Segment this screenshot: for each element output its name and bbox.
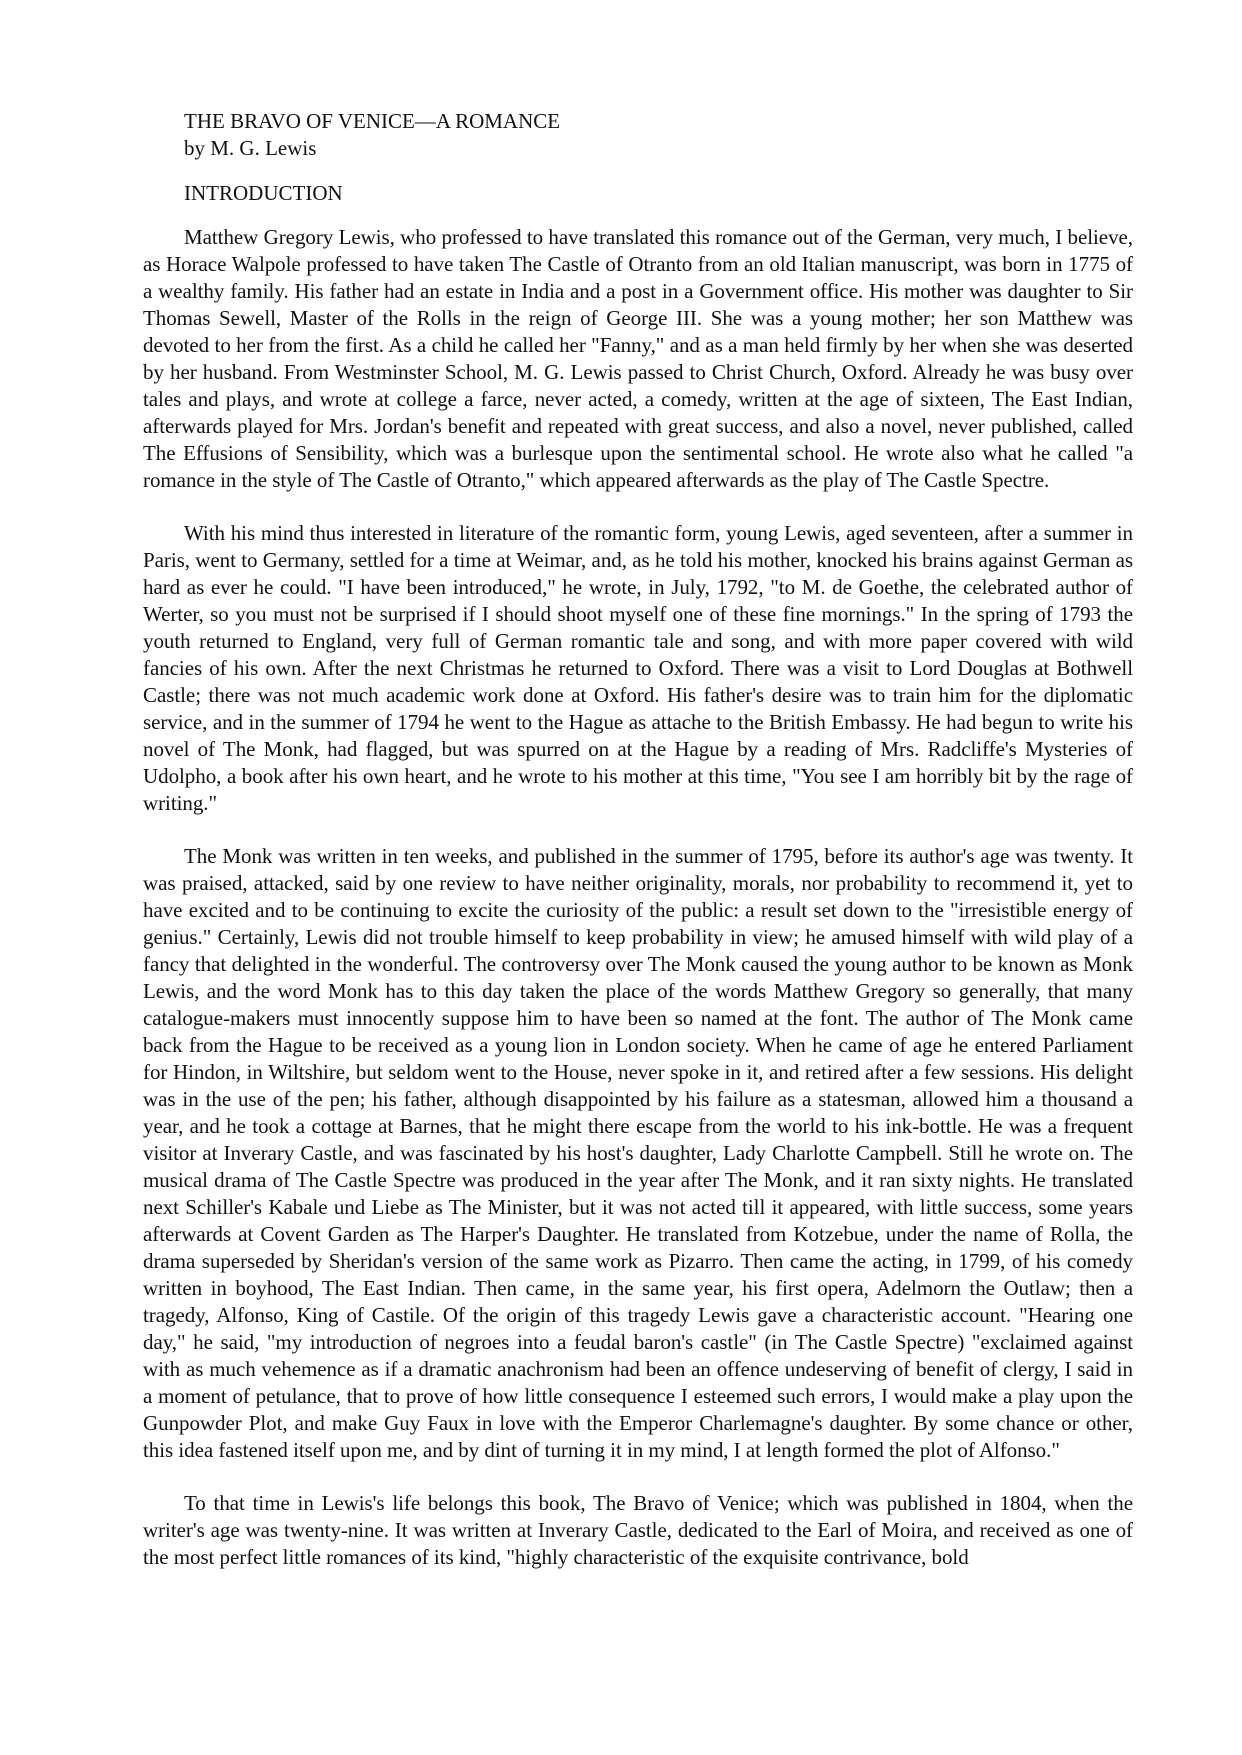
- body-paragraph: Matthew Gregory Lewis, who professed to have translated this romance out of the German, very much, I believe, as Horace Walpole professed to have taken The Castle of Otranto from an old Italian manuscript, was born in 1775 of a wealthy family. His father had an estate in India and a post in a Government office. His mother was daughter to Sir Thomas Sewell, Master of the Rolls in the reign of George III. She was a young mother; her son Matthew was devoted to her from the first. As a child he called her "Fanny," and as a man held firmly by her when she was deserted by her husband. From Westminster School, M. G. Lewis passed to Christ Church, Oxford. Already he was busy over tales and plays, and wrote at college a farce, never acted, a comedy, written at the age of sixteen, The East Indian, afterwards played for Mrs. Jordan's benefit and repeated with great success, and also a novel, never published, called The Effusions of Sensibility, which was a burlesque upon the sentimental school. He wrote also what he called "a romance in the style of The Castle of Otranto," which appeared afterwards as the play of The Castle Spectre.: [143, 225, 1133, 492]
- body-paragraph: To that time in Lewis's life belongs this book, The Bravo of Venice; which was published in 1804, when the writer's age was twenty-nine. It was written at Inverary Castle, dedicated to the Earl of Moira, and received as one of the most perfect little romances of its kind, "highly characteristic of the exquisite contrivance, bold: [143, 1491, 1133, 1569]
- author-line: by M. G. Lewis: [184, 136, 317, 160]
- body-paragraph: With his mind thus interested in literature of the romantic form, young Lewis, aged seventeen, after a summer in Paris, went to Germany, settled for a time at Weimar, and, as he told his mother, knocked his brains against German as hard as ever he could. "I have been introduced," he wrote, in July, 1792, "to M. de Goethe, the celebrated author of Werter, so you must not be surprised if I should shoot myself one of these fine mornings." In the spring of 1793 the youth returned to England, very full of German romantic tale and song, and with more paper covered with wild fancies of his own. After the next Christmas he returned to Oxford. There was a visit to Lord Douglas at Bothwell Castle; there was not much academic work done at Oxford. His father's desire was to train him for the diplomatic service, and in the summer of 1794 he went to the Hague as attache to the British Embassy. He had begun to write his novel of The Monk, had flagged, but was spurred on at the Hague by a reading of Mrs. Radcliffe's Mysteries of Udolpho, a book after his own heart, and he wrote to his mother at this time, "You see I am horribly bit by the rage of writing.": [143, 521, 1133, 815]
- document-title: THE BRAVO OF VENICE—A ROMANCE: [184, 109, 561, 133]
- section-heading: INTRODUCTION: [184, 181, 343, 205]
- document-page: [143, 108, 1133, 1571]
- body-paragraph: The Monk was written in ten weeks, and published in the summer of 1795, before its author's age was twenty. It was praised, attacked, said by one review to have neither originality, morals, nor probability to recommend it, yet to have excited and to be continuing to excite the curiosity of the public: a result set down to the "irresistible energy of genius." Certainly, Lewis did not trouble himself to keep probability in view; he amused himself with wild play of a fancy that delighted in the wonderful. The controversy over The Monk caused the young author to be known as Monk Lewis, and the word Monk has to this day taken the place of the words Matthew Gregory so generally, that many catalogue-makers must innocently suppose him to have been so named at the font. The author of The Monk came back from the Hague to be received as a young lion in London society. When he came of age he entered Parliament for Hindon, in Wiltshire, but seldom went to the House, never spoke in it, and retired after a few sessions. His delight was in the use of the pen; his father, although disappointed by his failure as a statesman, allowed him a thousand a year, and he took a cottage at Barnes, that he might there escape from the world to his ink-bottle. He was a frequent visitor at Inverary Castle, and was fascinated by his host's daughter, Lady Charlotte Campbell. Still he wrote on. The musical drama of The Castle Spectre was produced in the year after The Monk, and it ran sixty nights. He translated next Schiller's Kabale und Liebe as The Minister, but it was not acted till it appeared, with little success, some years afterwards at Covent Garden as The Harper's Daughter. He translated from Kotzebue, under the name of Rolla, the drama superseded by Sheridan's version of the same work as Pizarro. Then came the acting, in 1799, of his comedy written in boyhood, The East Indian. Then came, in the same year, his first opera, Adelmorn the Outlaw; then a tragedy, Alfonso, King of Castile. Of the origin of this tragedy Lewis gave a characteristic account. "Hearing one day," he said, "my introduction of negroes into a feudal baron's castle" (in The Castle Spectre) "exclaimed against with as much vehemence as if a dramatic anachronism had been an offence undeserving of benefit of clergy, I said in a moment of petulance, that to prove of how little consequence I esteemed such errors, I would make a play upon the Gunpowder Plot, and make Guy Faux in love with the Emperor Charlemagne's daughter. By some chance or other, this idea fastened itself upon me, and by dint of turning it in my mind, I at length formed the plot of Alfonso.": [143, 844, 1133, 1462]
